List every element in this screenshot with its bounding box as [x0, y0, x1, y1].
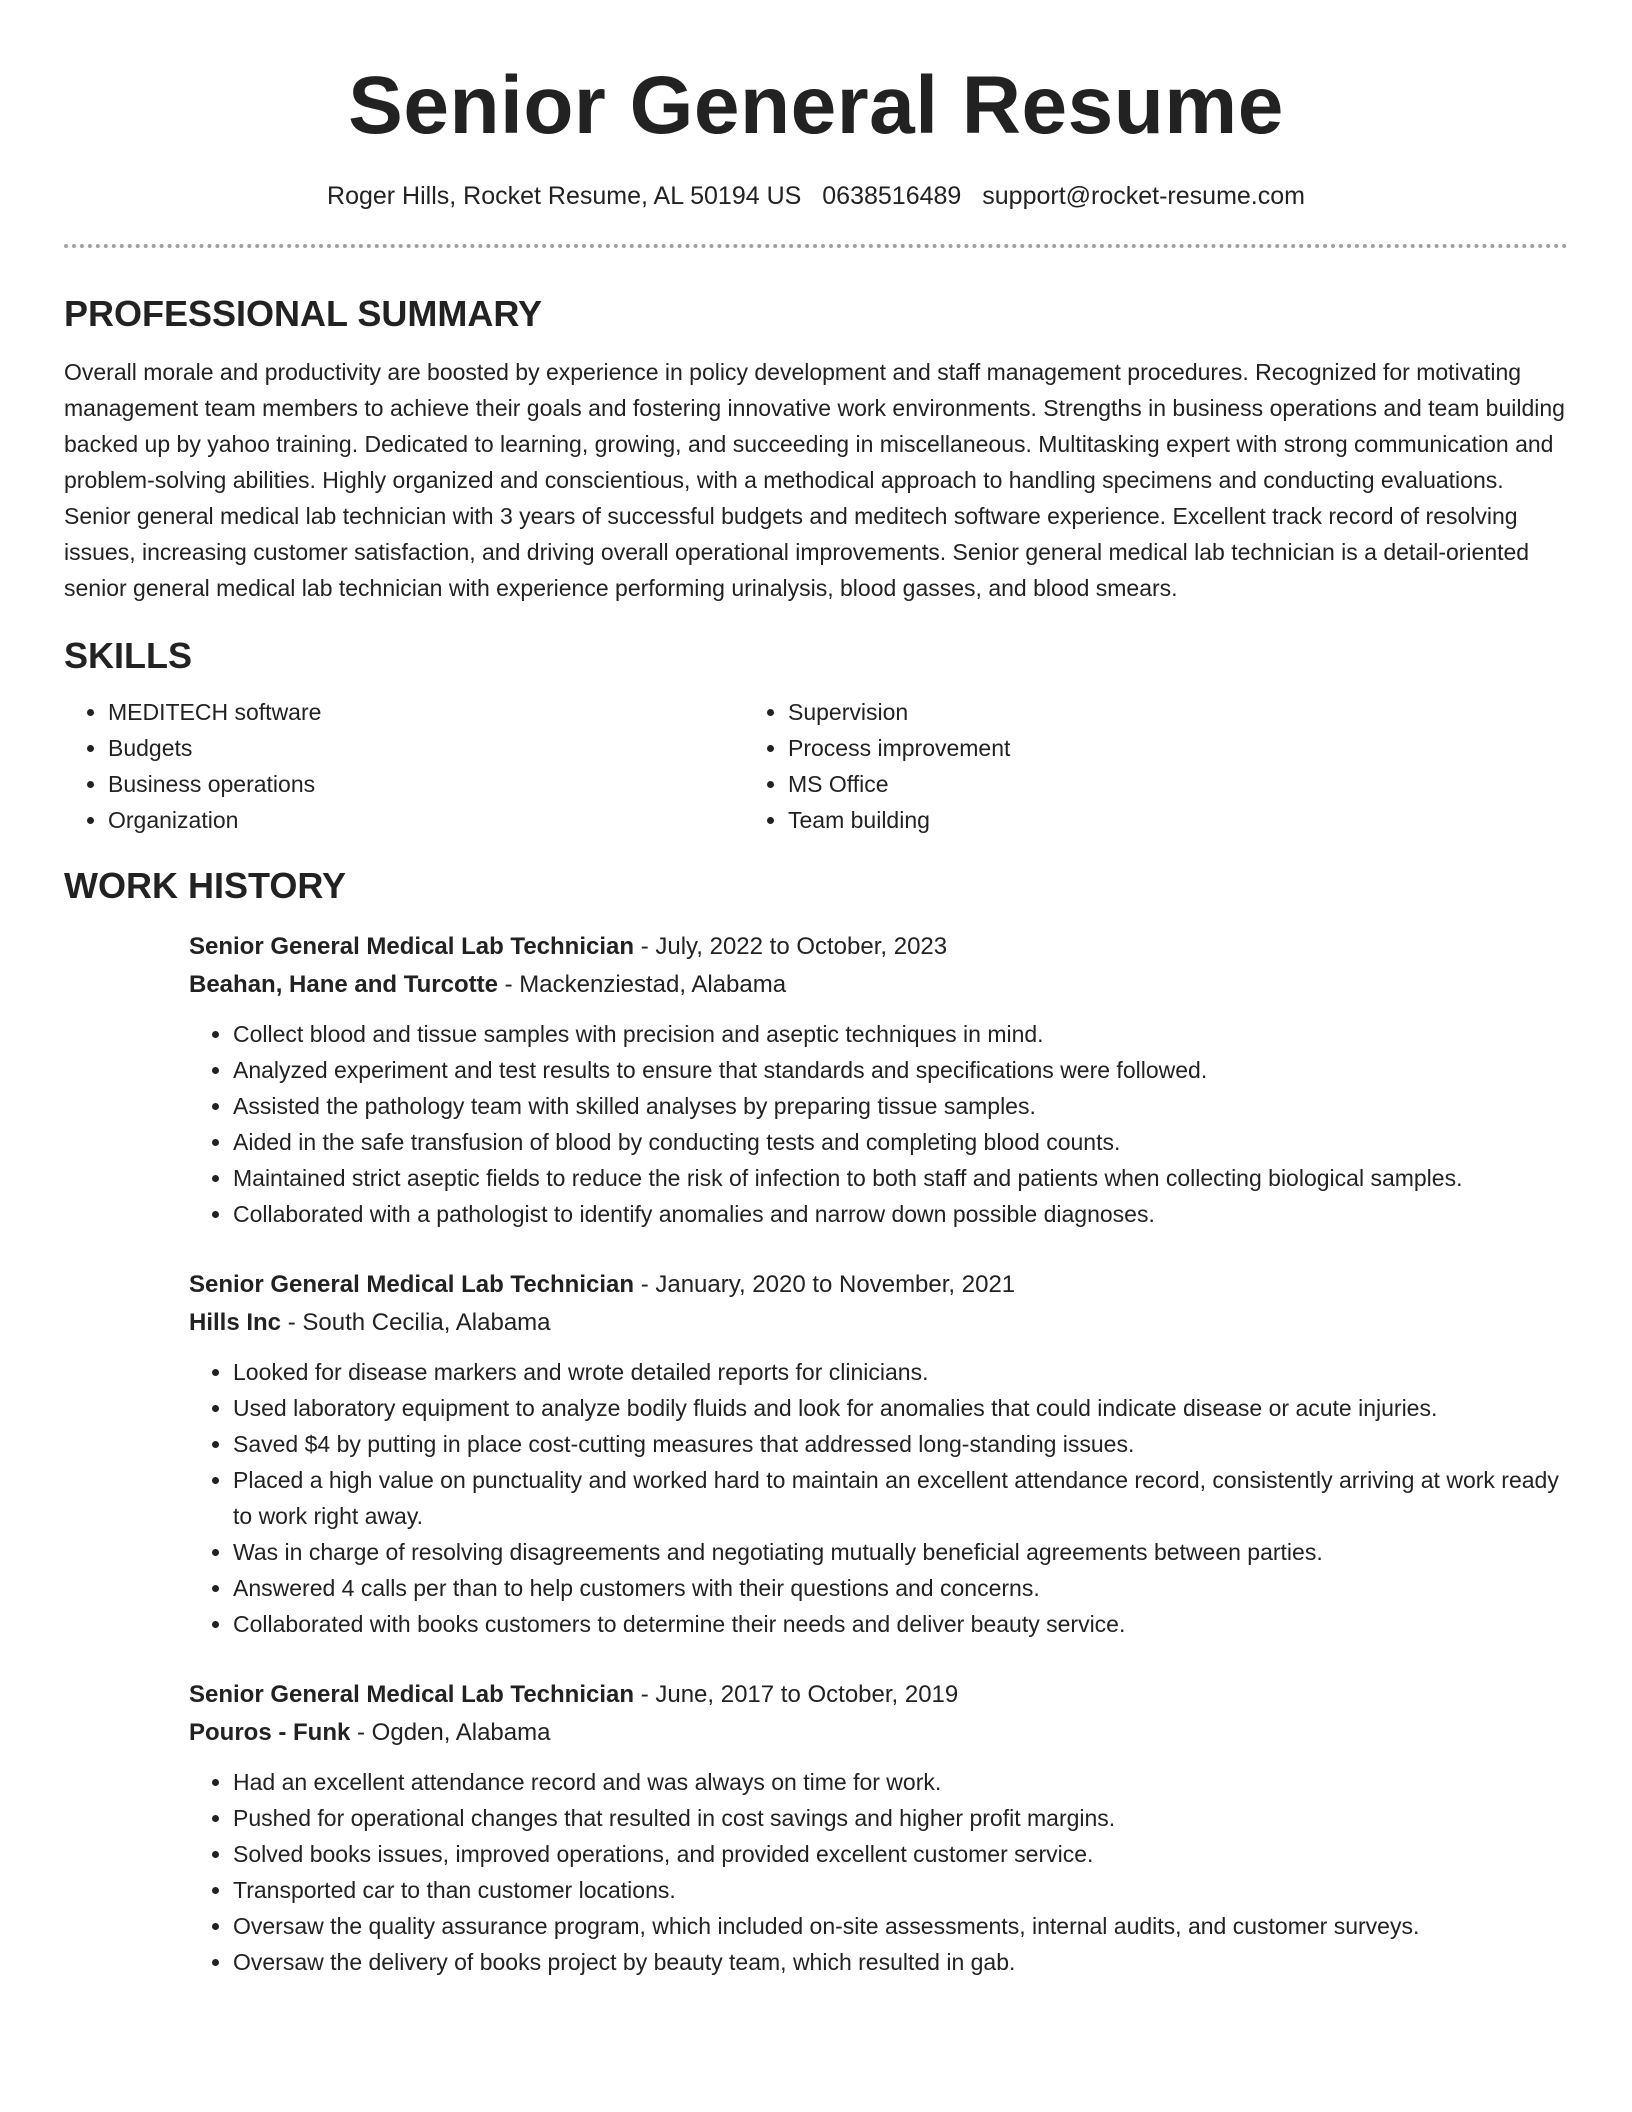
job-title-line	[189, 928, 1568, 966]
header-divider	[64, 244, 1568, 248]
job-bullet: • Aided in the safe transfusion of blood by conducting tests and completing blood counts.	[233, 1124, 1568, 1160]
job-bullet: • Had an excellent attendance record and was always on time for work.	[233, 1764, 1568, 1800]
work-section	[64, 864, 1568, 1980]
job-dates: - January, 2020 to November, 2021	[634, 1271, 1016, 1298]
job-bullet: • Saved $4 by putting in place cost-cutting measures that addressed long-standing issues.	[233, 1426, 1568, 1462]
resume-page	[64, 0, 1568, 2014]
job-bullet: • Used laboratory equipment to analyze bodily fluids and look for anomalies that could indicate disease or acute injuries.	[233, 1390, 1568, 1426]
skill-item: • Team building	[788, 802, 1424, 838]
job-bullet: • Collaborated with books customers to determine their needs and deliver beauty service.	[233, 1606, 1568, 1642]
resume-title: Senior General Resume	[348, 60, 1284, 151]
job-bullet: • Was in charge of resolving disagreements and negotiating mutually beneficial agreements between parties.	[233, 1534, 1568, 1570]
job-title: Senior General Medical Lab Technician	[189, 1271, 635, 1298]
job-entry	[189, 1266, 1568, 1642]
job-bullet: • Analyzed experiment and test results to ensure that standards and specifications were followed.	[233, 1052, 1568, 1088]
job-bullets	[189, 1354, 1568, 1642]
job-bullet: • Answered 4 calls per than to help customers with their questions and concerns.	[233, 1570, 1568, 1606]
job-bullet: • Placed a high value on punctuality and worked hard to maintain an excellent attendance record, consistently arriving at work ready to work right away.	[233, 1462, 1568, 1534]
job-bullet: • Oversaw the quality assurance program, which included on-site assessments, internal audits, and customer surveys.	[233, 1908, 1568, 1944]
job-bullet: • Solved books issues, improved operations, and provided excellent customer service.	[233, 1836, 1568, 1872]
job-bullet: • Transported car to than customer locations.	[233, 1872, 1568, 1908]
job-company-line	[189, 1304, 1568, 1342]
job-title: Senior General Medical Lab Technician	[189, 1681, 635, 1708]
job-bullet: • Pushed for operational changes that resulted in cost savings and higher profit margins.	[233, 1800, 1568, 1836]
skill-item: • Budgets	[108, 730, 744, 766]
skill-item: • Process improvement	[788, 730, 1424, 766]
job-bullet: • Collaborated with a pathologist to identify anomalies and narrow down possible diagnoses.	[233, 1196, 1568, 1232]
job-bullets	[189, 1764, 1568, 1980]
job-company: Beahan, Hane and Turcotte	[189, 971, 498, 998]
job-location: - Mackenziestad, Alabama	[497, 971, 787, 998]
skills-list-right	[744, 694, 1424, 838]
job-location: - Ogden, Alabama	[350, 1719, 551, 1746]
job-bullet: • Collect blood and tissue samples with precision and aseptic techniques in mind.	[233, 1016, 1568, 1052]
skill-item: • MEDITECH software	[108, 694, 744, 730]
job-dates: - June, 2017 to October, 2019	[634, 1681, 959, 1708]
job-company: Pouros - Funk	[189, 1719, 351, 1746]
job-bullet: • Oversaw the delivery of books project by beauty team, which resulted in gab.	[233, 1944, 1568, 1980]
job-location: - South Cecilia, Alabama	[281, 1309, 551, 1336]
job-bullet: • Looked for disease markers and wrote detailed reports for clinicians.	[233, 1354, 1568, 1390]
contact-line	[64, 178, 1568, 214]
skills-list-left	[64, 694, 744, 838]
job-title-line	[189, 1266, 1568, 1304]
contact-address: Roger Hills, Rocket Resume, AL 50194 US	[327, 182, 802, 210]
job-company-line	[189, 1714, 1568, 1752]
skills-section	[64, 634, 1568, 838]
skill-item: • Organization	[108, 802, 744, 838]
skill-item: • Supervision	[788, 694, 1424, 730]
contact-email: support@rocket-resume.com	[982, 182, 1305, 210]
skill-item: • Business operations	[108, 766, 744, 802]
job-bullet: • Maintained strict aseptic fields to reduce the risk of infection to both staff and patients when collecting biological samples.	[233, 1160, 1568, 1196]
summary-heading: PROFESSIONAL SUMMARY	[64, 293, 543, 334]
job-dates: - July, 2022 to October, 2023	[634, 933, 948, 960]
job-company-line	[189, 966, 1568, 1004]
contact-phone: 0638516489	[822, 182, 962, 210]
skills-grid	[64, 694, 1568, 838]
job-bullets	[189, 1016, 1568, 1232]
job-bullet: • Assisted the pathology team with skilled analyses by preparing tissue samples.	[233, 1088, 1568, 1124]
job-company: Hills Inc	[189, 1309, 282, 1336]
job-title: Senior General Medical Lab Technician	[189, 933, 635, 960]
skill-item: • MS Office	[788, 766, 1424, 802]
job-entry	[189, 928, 1568, 1232]
summary-text: Overall morale and productivity are boosted by experience in policy development and staff management procedures. Recognized for motivating management team members to achieve their goals and fostering innovative work environments. Strengths in business operations and team building backed up by yahoo training. Dedicated to learning, growing, and succeeding in miscellaneous. Multitasking expert with strong communication and problem-solving abilities. Highly organized and conscientious, with a methodical approach to handling specimens and conducting evaluations. Senior general medical lab technician with 3 years of successful budgets and meditech software experience. Excellent track record of resolving issues, increasing customer satisfaction, and driving overall operational improvements. Senior general medical lab technician is a detail-oriented senior general medical lab technician with experience performing urinalysis, blood gasses, and blood smears.	[64, 359, 1565, 601]
job-title-line	[189, 1676, 1568, 1714]
work-heading: WORK HISTORY	[64, 865, 347, 906]
job-entry	[189, 1676, 1568, 1980]
skills-heading: SKILLS	[64, 635, 193, 676]
summary-section	[64, 292, 1568, 606]
